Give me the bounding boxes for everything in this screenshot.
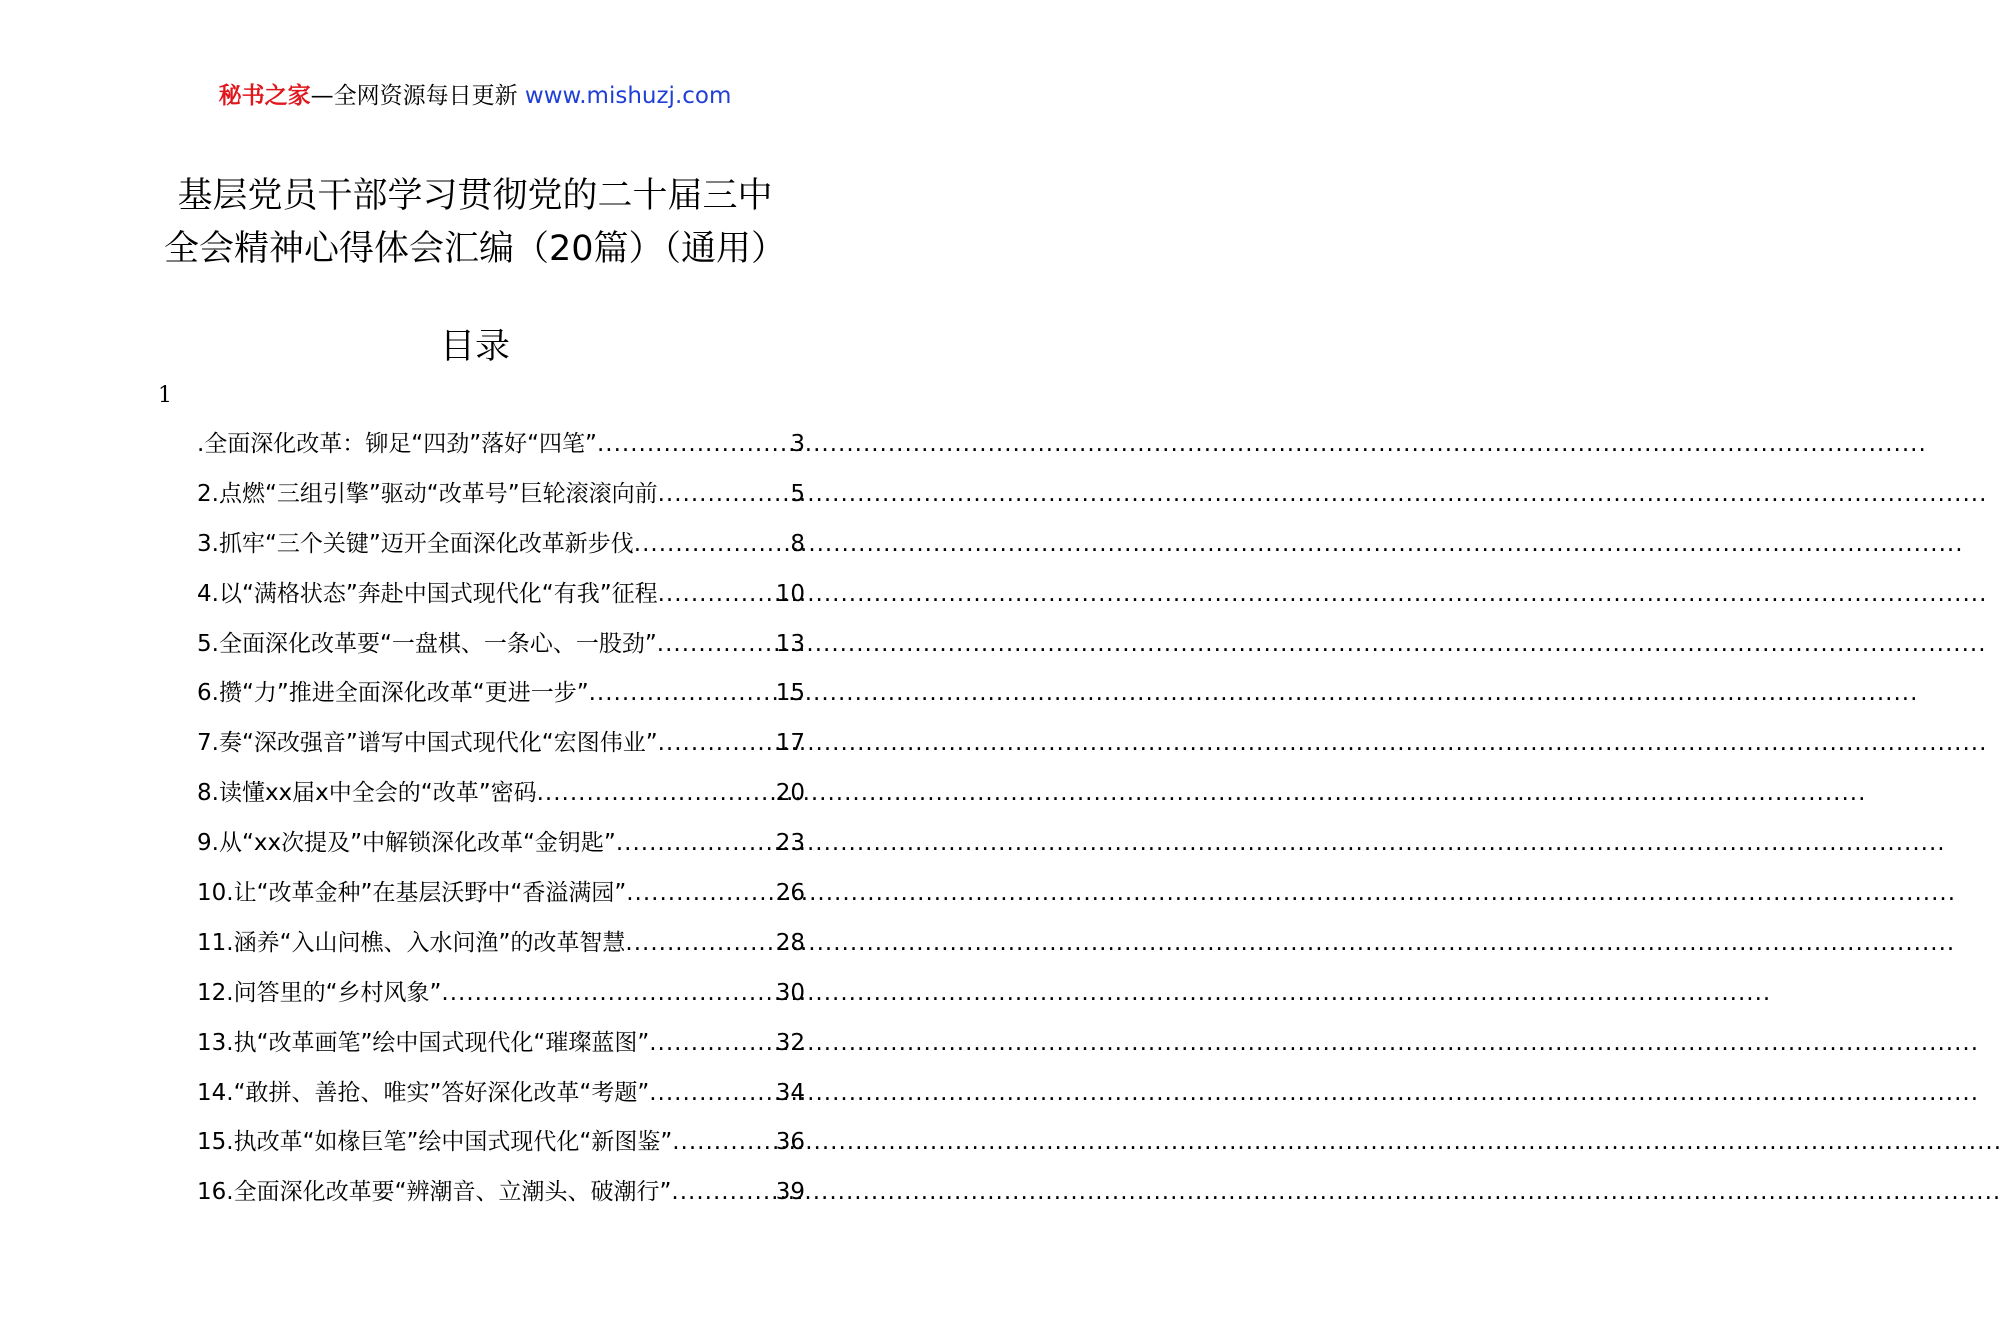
toc-dot-leader bbox=[589, 670, 776, 716]
toc-dot-leader bbox=[597, 421, 790, 467]
toc-entry-title: 3.抓牢“三个关键”迈开全面深化改革新步伐 bbox=[197, 530, 634, 557]
toc-entry[interactable] bbox=[197, 770, 805, 820]
document-title-line-1: 基层党员干部学习贯彻党的二十届三中 bbox=[177, 176, 773, 216]
toc-entry[interactable] bbox=[197, 521, 805, 571]
toc-entry-page: 36 bbox=[775, 1129, 805, 1156]
toc-entry-page: 39 bbox=[775, 1179, 805, 1206]
toc-entry-page: 8 bbox=[790, 530, 805, 557]
toc-entry[interactable] bbox=[197, 920, 805, 970]
toc-entry[interactable] bbox=[197, 670, 805, 720]
toc-entry-title: 14.“敢拼、善抢、唯实”答好深化改革“考题” bbox=[197, 1079, 650, 1106]
toc-entry-page: 3 bbox=[790, 431, 805, 457]
toc-entry[interactable] bbox=[197, 471, 805, 521]
toc-entry-page: 26 bbox=[775, 880, 805, 907]
toc-entry[interactable] bbox=[197, 571, 805, 621]
toc-dot-leader bbox=[616, 820, 776, 866]
toc-dot-leader bbox=[537, 770, 776, 816]
toc-dot-leader bbox=[658, 720, 776, 766]
toc-dot-leader bbox=[625, 920, 775, 966]
toc-entry-title: 7.奏“深改强音”谱写中国式现代化“宏图伟业” bbox=[197, 730, 658, 757]
page-marker: 1 bbox=[158, 383, 172, 408]
toc-entry[interactable] bbox=[197, 1169, 805, 1219]
toc-dot-leader bbox=[671, 1169, 775, 1215]
toc-entry-title: 4.以“满格状态”奔赴中国式现代化“有我”征程 bbox=[197, 580, 658, 607]
toc-dot-leader bbox=[658, 571, 776, 617]
document-title-line-2: 全会精神心得体会汇编（20篇）（通用） bbox=[163, 229, 787, 269]
toc-entry-title: 13.执“改革画笔”绘中国式现代化“璀璨蓝图” bbox=[197, 1029, 650, 1056]
site-url-link[interactable]: www.mishuzj.com bbox=[524, 83, 732, 109]
toc-entry-page: 32 bbox=[775, 1029, 805, 1056]
toc-dot-leader bbox=[626, 870, 775, 916]
toc-entry-title: 15.执改革“如椽巨笔”绘中国式现代化“新图鉴” bbox=[197, 1129, 673, 1156]
toc-dot-leader bbox=[441, 970, 775, 1016]
toc-entry-page: 20 bbox=[775, 780, 805, 807]
site-slogan: —全网资源每日更新 bbox=[310, 83, 518, 109]
toc-dot-leader bbox=[649, 1020, 775, 1066]
toc-entry-title: 12.问答里的“乡村风象” bbox=[197, 979, 442, 1006]
toc-entry-title: 8.读懂xx届x中全会的“改革”密码 bbox=[197, 780, 537, 807]
toc-entry-page: 10 bbox=[775, 580, 805, 607]
toc-entry-title: 16.全面深化改革要“辨潮音、立潮头、破潮行” bbox=[197, 1179, 672, 1206]
toc-entry-title: 6.攒“力”推进全面深化改革“更进一步” bbox=[197, 680, 589, 707]
toc-entry[interactable] bbox=[197, 720, 805, 770]
site-brand: 秘书之家 bbox=[218, 83, 311, 109]
toc-entry[interactable] bbox=[197, 1070, 805, 1120]
toc-entry-page: 15 bbox=[775, 680, 805, 707]
toc-entry[interactable] bbox=[197, 621, 805, 671]
toc-entry-page: 30 bbox=[775, 979, 805, 1006]
toc-entry-page: 34 bbox=[775, 1079, 805, 1106]
document-title bbox=[0, 170, 950, 276]
toc-entry-page: 23 bbox=[775, 830, 805, 857]
toc-dot-leader bbox=[649, 1070, 775, 1116]
site-header bbox=[0, 80, 950, 112]
toc-entry-title: .全面深化改革：铆足“四劲”落好“四笔” bbox=[197, 431, 597, 457]
toc-entry-title: 10.让“改革金种”在基层沃野中“香溢满园” bbox=[197, 880, 627, 907]
toc-entry-page: 13 bbox=[775, 630, 805, 657]
table-of-contents bbox=[197, 421, 805, 1219]
toc-entry[interactable] bbox=[197, 1119, 805, 1169]
toc-entry-title: 9.从“xx次提及”中解锁深化改革“金钥匙” bbox=[197, 830, 616, 857]
toc-entry-title: 2.点燃“三组引擎”驱动“改革号”巨轮滚滚向前 bbox=[197, 480, 658, 507]
toc-entry-page: 17 bbox=[775, 730, 805, 757]
toc-entry[interactable] bbox=[197, 1020, 805, 1070]
toc-entry[interactable] bbox=[197, 421, 805, 471]
toc-entry-title: 5.全面深化改革要“一盘棋、一条心、一股劲” bbox=[197, 630, 657, 657]
toc-entry[interactable] bbox=[197, 820, 805, 870]
toc-entry[interactable] bbox=[197, 870, 805, 920]
toc-entry-title: 11.涵养“入山问樵、入水问渔”的改革智慧 bbox=[197, 929, 626, 956]
toc-dot-leader bbox=[658, 471, 791, 517]
toc-dot-leader bbox=[672, 1119, 775, 1165]
toc-entry-page: 28 bbox=[775, 929, 805, 956]
toc-heading: 目录 bbox=[439, 327, 510, 367]
toc-dot-leader bbox=[634, 521, 791, 567]
toc-entry-page: 5 bbox=[790, 480, 805, 507]
toc-entry[interactable] bbox=[197, 970, 805, 1020]
toc-dot-leader bbox=[657, 621, 776, 667]
